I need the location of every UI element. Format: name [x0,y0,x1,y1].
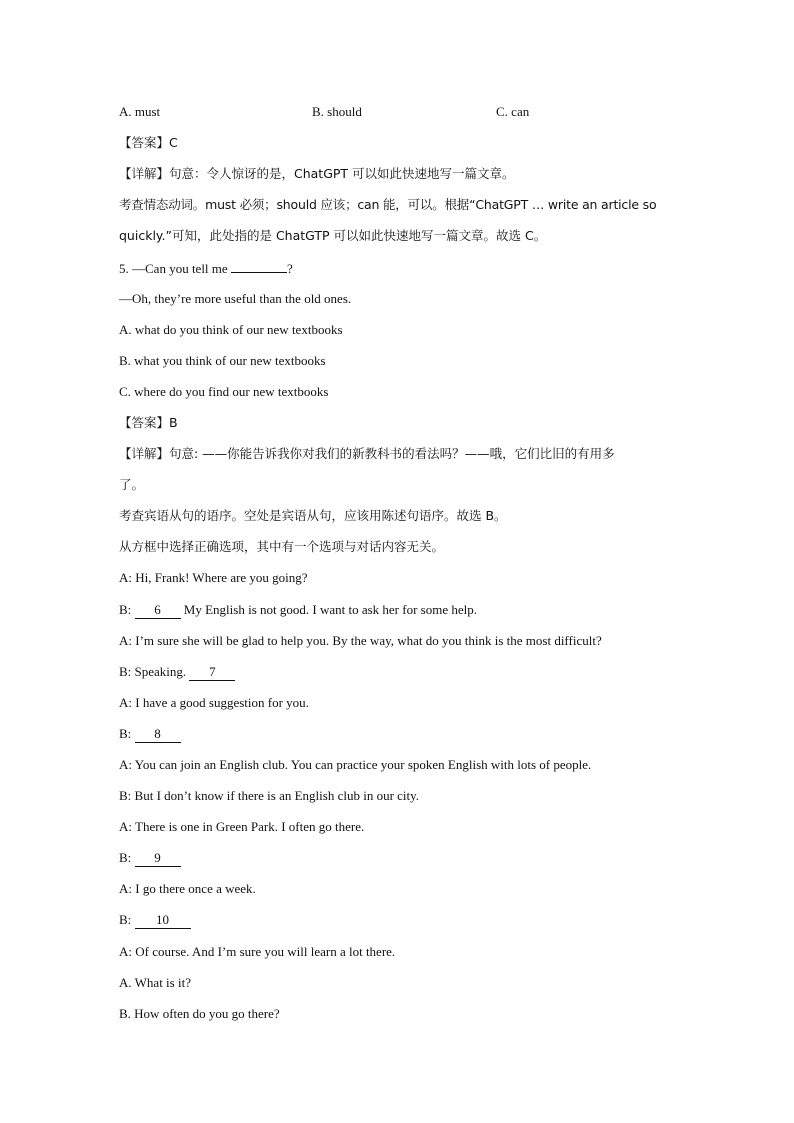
dialogue-line-6 [119,723,689,754]
q4-detail-line-3: quickly.”可知，此处指的是 ChatGTP 可以如此快速地写一篇文章。故选 C。 [119,228,547,244]
q5-stem-prefix: 5. —Can you tell me [119,261,231,277]
dialogue-line-10-speaker: B: [119,850,135,866]
q5-option-b: B. what you think of our new textbooks [119,352,326,368]
blank-7: 7 [189,664,235,681]
q5-detail-line-3: 考查宾语从句的语序。空处是宾语从句，应该用陈述句语序。故选 B。 [119,508,507,524]
blank-8: 8 [135,726,181,743]
q5-stem-suffix: ? [286,261,293,277]
blank-10: 10 [135,912,191,929]
q4-option-a: A. must [119,104,161,119]
document-page [119,101,689,1034]
q5-detail-line-1: 【详解】句意: ——你能告诉我你对我们的新教科书的看法吗？——哦，它们比旧的有用多 [119,446,615,462]
dialogue-line-13: A: Of course. And I’m sure you will learn a lot there. [119,943,396,959]
q4-detail-line-1: 【详解】句意：令人惊讶的是，ChatGPT 可以如此快速地写一篇文章。 [119,166,515,182]
dialogue-line-10 [119,847,689,878]
q5-option-c: C. where do you find our new textbooks [119,383,329,399]
blank-6: 6 [135,602,181,619]
dialogue-line-1: A: Hi, Frank! Where are you going? [119,570,308,586]
section-instruction: 从方框中选择正确选项，其中有一个选项与对话内容无关。 [119,539,445,555]
q4-option-c: C. can [496,104,530,119]
q5-reply: —Oh, they’re more useful than the old ones. [119,290,352,306]
dialogue-line-2-text: My English is not good. I want to ask her for some help. [180,601,477,617]
dialogue-line-7: A: You can join an English club. You can practice your spoken English with lots of people. [119,756,592,772]
q4-detail-line-2: 考查情态动词。must 必须；should 应该；can 能，可以。根据“ChatGPT … write an article so [119,197,657,213]
dialogue-line-4 [119,661,689,692]
dialogue-line-4-text: B: Speaking. [119,663,190,679]
box-option-a: A. What is it? [119,974,191,990]
dialogue-line-12 [119,909,689,940]
q4-answer: 【答案】C [119,135,178,151]
dialogue-line-3: A: I’m sure she will be glad to help you. By the way, what do you think is the most difficult? [119,632,602,648]
dialogue-line-2-speaker: B: [119,601,135,617]
q5-stem [119,256,689,287]
dialogue-line-8: B: But I don’t know if there is an English club in our city. [119,788,420,804]
box-option-b: B. How often do you go there? [119,1005,280,1021]
dialogue-line-6-speaker: B: [119,725,135,741]
q5-option-a: A. what do you think of our new textbooks [119,321,343,337]
dialogue-line-12-speaker: B: [119,912,135,928]
dialogue-line-9: A: There is one in Green Park. I often go there. [119,819,365,835]
dialogue-line-11: A: I go there once a week. [119,881,256,897]
dialogue-line-2 [119,599,689,630]
q5-answer-blank [231,256,287,273]
q4-option-b: B. should [312,104,362,119]
q4-options-row [119,101,689,132]
blank-9: 9 [135,850,181,867]
q5-detail-line-2: 了。 [119,477,145,493]
q5-answer: 【答案】B [119,414,178,430]
dialogue-line-5: A: I have a good suggestion for you. [119,694,309,710]
